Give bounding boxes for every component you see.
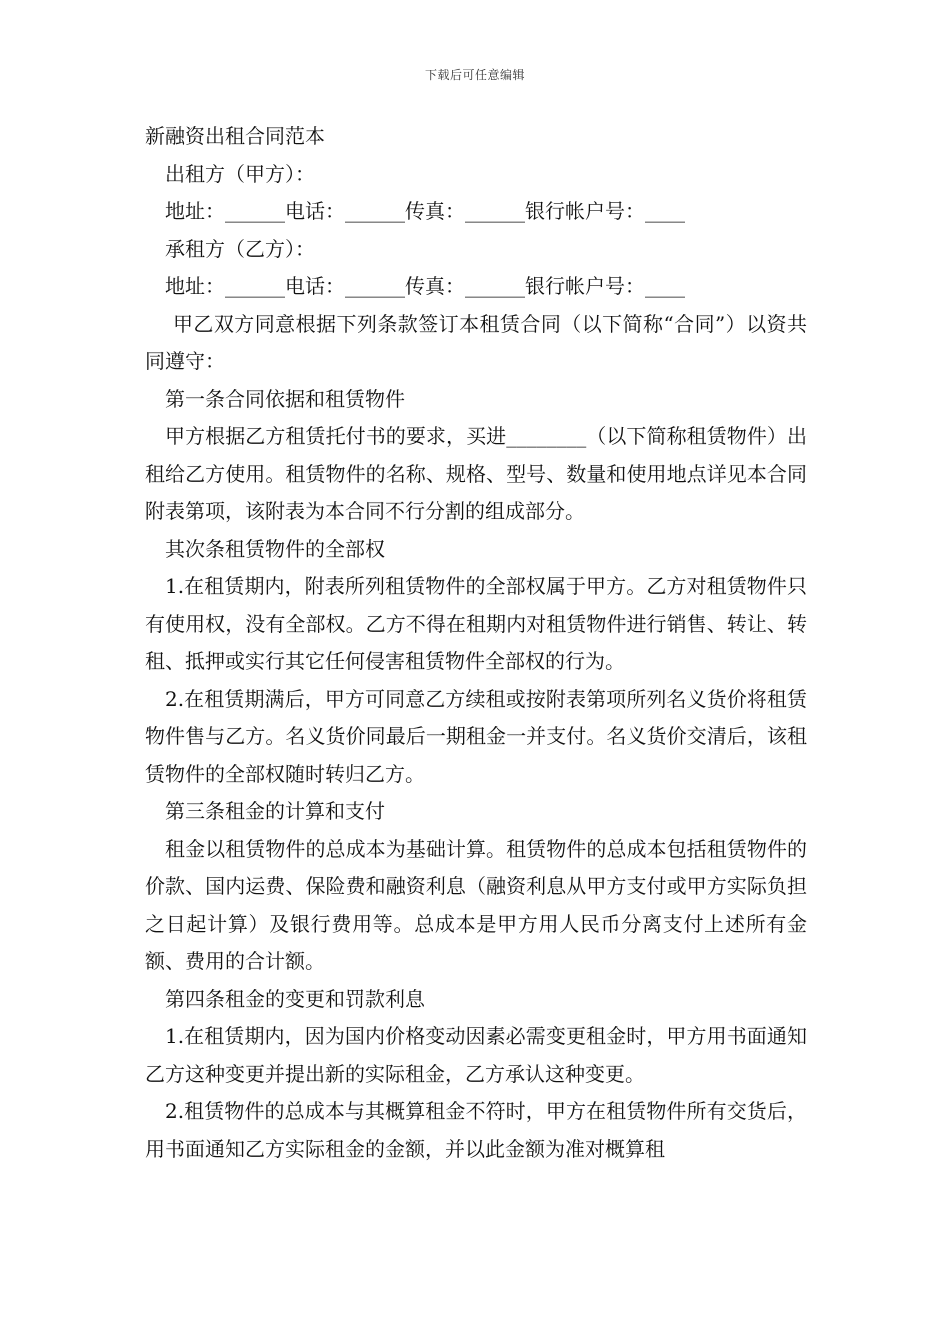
lessee-info: 地址：______电话：______传真：______银行帐户号：____ [165,274,685,298]
article4-item-1: 1.在租赁期内，因为国内价格变动因素必需变更租金时，甲方用书面通知乙方这种变更并提出新的实际租金，乙方承认这种变更。 [145,1024,807,1086]
document-title: 新融资出租合同范本 [145,124,325,148]
article3-paragraph: 租金以租赁物件的总成本为基础计算。租赁物件的总成本包括租赁物件的价款、国内运费、保险费和融资利息（融资利息从甲方支付或甲方实际负担之日起计算）及银行费用等。总成本是甲方用人民币分离支付上述所有金额、费用的合计额。 [145,836,807,973]
article2-item-1: 1.在租赁期内，附表所列租赁物件的全部权属于甲方。乙方对租赁物件只有使用权，没有全部权。乙方不得在租期内对租赁物件进行销售、转让、转租、抵押或实行其它任何侵害租赁物件全部权的行为。 [145,574,807,673]
article2-item-2: 2.在租赁期满后，甲方可同意乙方续租或按附表第项所列名义货价将租赁物件售与乙方。名义货价同最后一期租金一并支付。名义货价交清后，该租赁物件的全部权随时转归乙方。 [145,686,807,786]
lessor-label: 出租方（甲方）： [165,161,315,186]
article1-paragraph: 甲方根据乙方租赁托付书的要求，买进________（以下简称租赁物件）出租给乙方使用。租赁物件的名称、规格、型号、数量和使用地点详见本合同附表第项，该附表为本合同不行分割的组成部分。 [145,424,807,523]
lessor-info: 地址：______电话：______传真：______银行帐户号：____ [165,199,685,223]
article1-heading: 第一条合同依据和租赁物件 [165,386,405,411]
article3-heading: 第三条租金的计算和支付 [165,799,385,823]
intro-paragraph: 甲乙双方同意根据下列条款签订本租赁合同（以下简称“合同”）以资共同遵守： [145,311,807,373]
article4-heading: 第四条租金的变更和罚款利息 [165,986,425,1011]
article2-heading: 其次条租赁物件的全部权 [165,536,385,561]
lessee-label: 承租方（乙方）： [165,236,315,261]
page-header-note: 下载后可任意编辑 [424,68,525,82]
document-body [145,118,807,1168]
article4-item-2: 2.租赁物件的总成本与其概算租金不符时，甲方在租赁物件所有交货后，用书面通知乙方实际租金的金额，并以此金额为准对概算租 [145,1099,807,1161]
